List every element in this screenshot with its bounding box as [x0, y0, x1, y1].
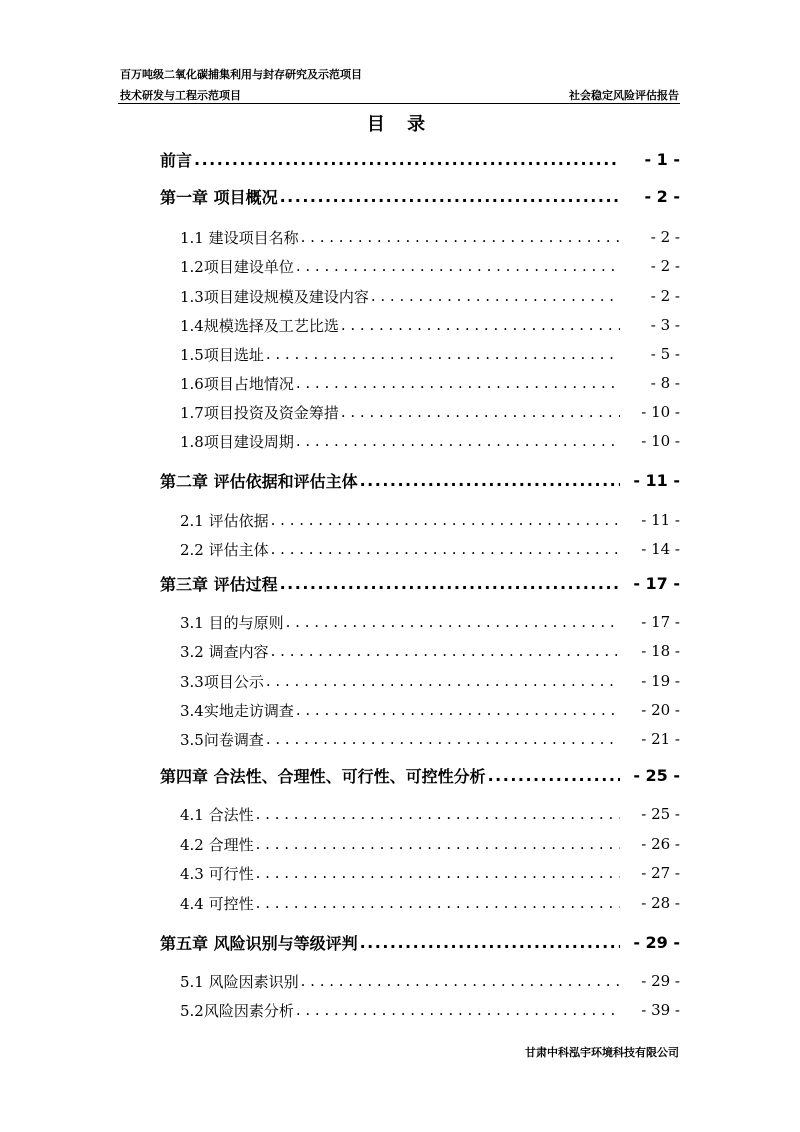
toc-chapter-entry[interactable] [160, 571, 680, 595]
toc-entry-page: - 2 - [644, 186, 680, 206]
toc-section-entry[interactable] [180, 698, 680, 722]
toc-leader-dots [269, 511, 620, 529]
toc-leader-dots [294, 257, 620, 275]
toc-leader-dots [294, 1001, 620, 1019]
toc-section-entry[interactable] [180, 508, 680, 532]
toc-leader-dots [192, 150, 620, 169]
toc-entry-label: 第三章 评估过程 [160, 574, 278, 594]
toc-entry-label: 2.1 评估依据 [180, 511, 269, 530]
toc-chapter-entry[interactable] [160, 184, 680, 208]
toc-section-entry[interactable] [180, 639, 680, 663]
toc-section-entry[interactable] [180, 400, 680, 424]
toc-leader-dots [294, 432, 620, 450]
toc-entry-label: 5.1 风险因素识别 [180, 972, 299, 991]
toc-entry-page: - 11 - [641, 511, 680, 529]
toc-entry-label: 5.2风险因素分析 [180, 1001, 294, 1020]
toc-entry-page: - 27 - [641, 864, 680, 882]
toc-entry-page: - 20 - [641, 701, 680, 719]
toc-section-entry[interactable] [180, 284, 680, 308]
toc-entry-label: 3.4实地走访调查 [180, 701, 294, 720]
toc-leader-dots [299, 972, 620, 990]
toc-leader-dots [358, 933, 620, 952]
toc-entry-page: - 21 - [641, 730, 680, 748]
toc-leader-dots [254, 835, 620, 853]
toc-leader-dots [339, 403, 620, 421]
toc-entry-page: - 39 - [641, 1001, 680, 1019]
toc-section-entry[interactable] [180, 537, 680, 561]
toc-section-entry[interactable] [180, 342, 680, 366]
toc-entry-page: - 26 - [641, 835, 680, 853]
toc-entry-label: 第一章 项目概况 [160, 187, 278, 207]
toc-leader-dots [278, 574, 620, 593]
toc-section-entry[interactable] [180, 610, 680, 634]
toc-entry-page: - 2 - [650, 287, 680, 305]
toc-entry-label: 第二章 评估依据和评估主体 [160, 471, 358, 491]
toc-section-entry[interactable] [180, 802, 680, 826]
toc-entry-page: - 25 - [641, 805, 680, 823]
toc-section-entry[interactable] [180, 429, 680, 453]
toc-entry-page: - 29 - [633, 932, 680, 952]
toc-entry-page: - 29 - [641, 972, 680, 990]
toc-entry-label: 1.2项目建设单位 [180, 257, 294, 276]
toc-entry-label: 4.1 合法性 [180, 805, 254, 824]
toc-entry-label: 第四章 合法性、合理性、可行性、可控性分析 [160, 766, 486, 786]
toc-entry-label: 3.1 目的与原则 [180, 613, 284, 632]
toc-entry-label: 4.2 合理性 [180, 835, 254, 854]
toc-section-entry[interactable] [180, 313, 680, 337]
toc-leader-dots [254, 894, 620, 912]
toc-entry-page: - 14 - [641, 540, 680, 558]
toc-entry-page: - 3 - [650, 316, 680, 334]
toc-entry-page: - 19 - [641, 672, 680, 690]
toc-section-entry[interactable] [180, 891, 680, 915]
toc-chapter-entry[interactable] [160, 468, 680, 492]
footer-company: 甘肃中科泓宇环境科技有限公司 [525, 1046, 679, 1059]
toc-entry-page: - 11 - [633, 470, 680, 490]
toc-entry-label: 1.1 建设项目名称 [180, 228, 299, 247]
header-divider [118, 103, 680, 104]
toc-chapter-entry[interactable] [160, 763, 680, 787]
toc-leader-dots [269, 540, 620, 558]
toc-leader-dots [278, 187, 620, 206]
toc-section-entry[interactable] [180, 254, 680, 278]
toc-entry-page: - 2 - [650, 228, 680, 246]
header-report-name: 社会稳定风险评估报告 [569, 89, 679, 102]
toc-section-entry[interactable] [180, 225, 680, 249]
toc-section-entry[interactable] [180, 998, 680, 1022]
toc-entry-page: - 1 - [644, 149, 680, 169]
toc-leader-dots [369, 287, 620, 305]
toc-entry-label: 1.5项目选址 [180, 345, 264, 364]
toc-entry-page: - 28 - [641, 894, 680, 912]
toc-entry-page: - 25 - [633, 765, 680, 785]
toc-chapter-entry[interactable] [160, 930, 680, 954]
toc-entry-label: 4.3 可行性 [180, 864, 254, 883]
toc-entry-page: - 18 - [641, 642, 680, 660]
toc-leader-dots [254, 805, 620, 823]
toc-section-entry[interactable] [180, 727, 680, 751]
header-project-title: 百万吨级二氧化碳捕集利用与封存研究及示范项目 [120, 68, 362, 81]
toc-leader-dots [294, 701, 620, 719]
toc-entry-page: - 17 - [641, 613, 680, 631]
toc-entry-label: 第五章 风险识别与等级评判 [160, 933, 358, 953]
toc-title: 目 录 [366, 114, 434, 135]
toc-entry-label: 3.5问卷调查 [180, 730, 264, 749]
toc-entry-label: 前言 [160, 150, 193, 170]
toc-entry-label: 1.8项目建设周期 [180, 432, 294, 451]
toc-entry-label: 1.3项目建设规模及建设内容 [180, 287, 369, 306]
toc-leader-dots [299, 228, 620, 246]
toc-leader-dots [264, 672, 620, 690]
toc-entry-label: 1.6项目占地情况 [180, 374, 294, 393]
toc-entry-label: 1.4规模选择及工艺比选 [180, 316, 339, 335]
toc-leader-dots [254, 864, 620, 882]
toc-section-entry[interactable] [180, 969, 680, 993]
toc-entry-label: 3.3项目公示 [180, 672, 264, 691]
toc-entry-label: 4.4 可控性 [180, 894, 254, 913]
toc-section-entry[interactable] [180, 669, 680, 693]
toc-entry-page: - 10 - [641, 403, 680, 421]
toc-section-entry[interactable] [180, 371, 680, 395]
toc-section-entry[interactable] [180, 832, 680, 856]
toc-leader-dots [294, 374, 620, 392]
toc-entry-page: - 5 - [650, 345, 680, 363]
toc-leader-dots [264, 345, 620, 363]
toc-entry-label: 1.7项目投资及资金筹措 [180, 403, 339, 422]
toc-leader-dots [339, 316, 620, 334]
toc-leader-dots [358, 471, 620, 490]
toc-leader-dots [284, 613, 620, 631]
toc-leader-dots [264, 730, 620, 748]
toc-chapter-entry[interactable] [160, 147, 680, 171]
toc-entry-label: 2.2 评估主体 [180, 540, 269, 559]
toc-entry-page: - 17 - [633, 573, 680, 593]
toc-leader-dots [486, 766, 620, 785]
toc-section-entry[interactable] [180, 861, 680, 885]
toc-entry-page: - 8 - [650, 374, 680, 392]
toc-entry-label: 3.2 调查内容 [180, 642, 269, 661]
toc-entry-page: - 2 - [650, 257, 680, 275]
toc-entry-page: - 10 - [641, 432, 680, 450]
toc-leader-dots [269, 642, 620, 660]
header-subtitle: 技术研发与工程示范项目 [120, 89, 241, 102]
